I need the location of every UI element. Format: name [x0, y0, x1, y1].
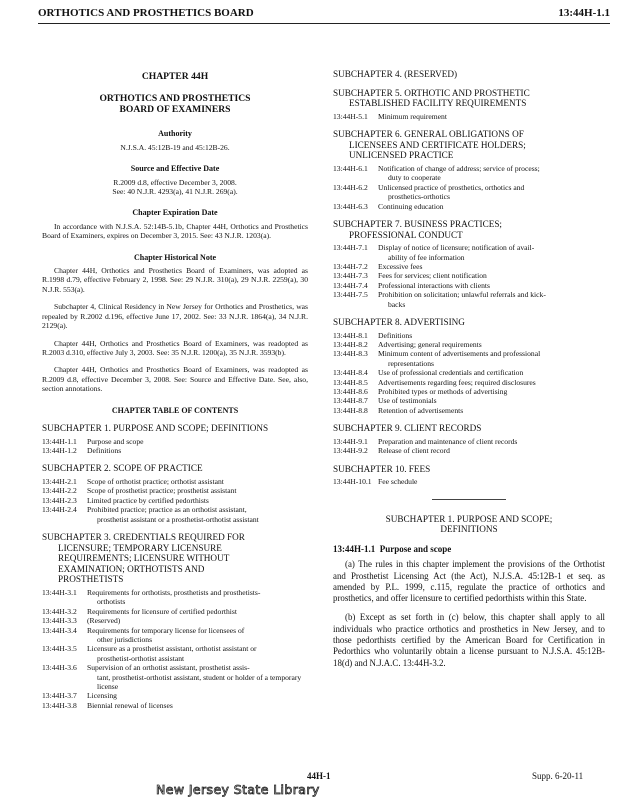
- section-number: 13:44H-1.1: [333, 543, 376, 554]
- subchapter-7-line-1: SUBCHAPTER 7. BUSINESS PRACTICES;: [333, 219, 502, 229]
- toc-entry-number: 13:44H-1.1: [42, 436, 77, 446]
- subchapter-7-line-2: PROFESSIONAL CONDUCT: [349, 229, 463, 240]
- toc-entry-title: [87, 626, 308, 645]
- library-watermark: New Jersey State Library: [156, 782, 320, 797]
- toc-entry: [333, 164, 605, 183]
- toc-entry-number: 13:44H-8.7: [333, 396, 368, 406]
- toc-entry-title-wrap: tant, prosthetist-orthotist assistant, student or holder of a temporary license: [97, 672, 302, 691]
- toc-entry: [42, 607, 308, 616]
- toc-entry-title: [378, 183, 605, 202]
- subchapter-9-heading: SUBCHAPTER 9. CLIENT RECORDS: [333, 423, 482, 434]
- subchapter-3-line-2: LICENSURE; TEMPORARY LICENSURE: [58, 542, 222, 553]
- toc-entry: [333, 262, 605, 271]
- toc-entry-number: 13:44H-3.1: [42, 587, 77, 597]
- toc-entry-title-text: Use of professional credentials and certification: [378, 368, 524, 378]
- toc-entry-title-text: Preparation and maintenance of client records: [378, 436, 518, 446]
- toc-entry-title: [378, 368, 605, 377]
- toc-entry-title: [87, 644, 308, 663]
- toc-entry-title: [87, 616, 308, 625]
- toc-entry-title-text: Excessive fees: [378, 262, 423, 271]
- historical-note-4: Chapter 44H, Orthotics and Prosthetics Board of Examiners, was readopted as R.2009 d.8, effective December 3, 2008. See: Source and Effective Date. See, also, section annotations.: [42, 365, 308, 394]
- subchapter-6-line-2: LICENSEES AND CERTIFICATE HOLDERS;: [349, 139, 526, 150]
- toc-entry-title-text: Fee schedule: [378, 477, 418, 487]
- toc-entry-number: 13:44H-3.2: [42, 606, 77, 616]
- subchapter-8-list: [333, 331, 605, 416]
- toc-entry-number: 13:44H-3.6: [42, 663, 77, 673]
- toc-entry-title: [378, 112, 605, 121]
- toc-entry-title: [378, 396, 605, 405]
- toc-entry: [333, 271, 605, 280]
- toc-entry-number: 13:44H-6.2: [333, 182, 368, 192]
- toc-entry-number: 13:44H-3.4: [42, 625, 77, 635]
- toc-entry-title: [87, 496, 308, 505]
- toc-entry: [42, 437, 308, 446]
- toc-entry-title: [378, 331, 605, 340]
- toc-entry-title-text: Release of client record: [378, 446, 450, 456]
- toc-entry-title: [378, 281, 605, 290]
- toc-entry-title: [378, 271, 605, 280]
- subchapter-6-line-3: UNLICENSED PRACTICE: [349, 150, 454, 161]
- toc-entry-title-text: Professional interactions with clients: [378, 280, 490, 290]
- toc-entry-number: 13:44H-8.8: [333, 405, 368, 415]
- subchapter-2-list: [42, 477, 308, 524]
- toc-entry-title-wrap: prosthetist-orthotist assistant: [97, 653, 185, 663]
- subchapter-3-line-3: REQUIREMENTS; LICENSURE WITHOUT: [58, 553, 230, 564]
- section-heading: [333, 545, 605, 554]
- toc-entry-title: [378, 406, 605, 415]
- toc-entry-title-wrap: orthotists: [97, 597, 126, 607]
- historical-note-1: Chapter 44H, Orthotics and Prosthetics Board of Examiners, was adopted as R.1998 d.79, effective February 2, 1998. See: 29 N.J.R. 310(a), 29 N.J.R. 2259(a), 30 N.J.R. 553(a).: [42, 266, 308, 294]
- toc-entry-title: [87, 486, 308, 495]
- historical-note-3: Chapter 44H, Orthotics and Prosthetics Board of Examiners, was readopted as R.2003 d.310, effective July 3, 2003. See: 35 N.J.R. 1200(a), 35 N.J.R. 3593(b).: [42, 338, 308, 357]
- toc-entry: [333, 349, 605, 368]
- toc-entry: [333, 243, 605, 262]
- toc-entry-number: 13:44H-7.2: [333, 262, 368, 271]
- toc-entry-title-text: Minimum content of advertisements and professional: [378, 349, 541, 359]
- toc-entry: [333, 112, 605, 121]
- subchapter-3-line-1: SUBCHAPTER 3. CREDENTIALS REQUIRED FOR: [42, 531, 245, 542]
- subchapter-9-list: [333, 437, 605, 456]
- toc-entry-title-wrap: other jurisdictions: [97, 634, 153, 644]
- toc-entry: [42, 446, 308, 455]
- source-line-1: R.2009 d.8, effective December 3, 2008.: [113, 177, 237, 187]
- toc-entry: [333, 477, 605, 486]
- toc-entry-title: [378, 290, 605, 309]
- subchapter-7-heading: [333, 219, 605, 240]
- toc-entry-title: [378, 202, 605, 211]
- toc-entry-title: [87, 701, 308, 710]
- subchapter-2-heading: SUBCHAPTER 2. SCOPE OF PRACTICE: [42, 463, 203, 474]
- toc-entry: [42, 663, 308, 691]
- toc-entry: [42, 505, 308, 524]
- chapter-title-line-1: ORTHOTICS AND PROSTHETICS: [99, 93, 251, 105]
- expiration-heading: Chapter Expiration Date: [132, 208, 218, 218]
- toc-entry-title: [378, 164, 605, 183]
- toc-entry-title-wrap: prosthetist assistant or a prosthetist-orthotist assistant: [97, 514, 259, 524]
- historical-note-2: Subchapter 4, Clinical Residency in New Jersey for Orthotics and Prosthetics, was repealed by R.2002 d.196, effective June 17, 2002. See: 33 N.J.R. 1864(a), 34 N.J.R. 2129(a).: [42, 302, 308, 331]
- toc-entry-title-wrap: backs: [388, 299, 406, 309]
- subchapter-3-list: [42, 588, 308, 710]
- toc-entry: [333, 290, 605, 309]
- toc-entry: [333, 406, 605, 415]
- toc-entry-title-text: Scope of prosthetist practice; prosthetist assistant: [87, 486, 237, 496]
- toc-entry-title-text: (Reserved): [87, 616, 121, 626]
- subchapter-3-heading: [42, 532, 308, 585]
- authority-heading: Authority: [158, 129, 192, 139]
- toc-entry-number: 13:44H-6.3: [333, 201, 368, 211]
- toc-entry-title-text: Prohibited types or methods of advertising: [378, 387, 508, 397]
- toc-entry-title: [87, 607, 308, 616]
- toc-entry-title: [378, 243, 605, 262]
- chapter-title-line-2: BOARD OF EXAMINERS: [119, 104, 231, 116]
- paragraph-a: (a) The rules in this chapter implement the provisions of the Orthotist and Prosthetist Licensing Act (the Act), N.J.S.A. 45:12B-1 et seq. as amended by P.L. 1999, c.115, regulate the practice of orthotics and prosthetics, and offer licensure to certified pedorthists within this State.: [333, 559, 605, 604]
- toc-entry-title-text: Display of notice of licensure; notification of avail-: [378, 243, 535, 253]
- toc-entry: [333, 368, 605, 377]
- toc-entry-title-text: Purpose and scope: [87, 436, 144, 446]
- toc-entry-title-text: Biennial renewal of licenses: [87, 700, 173, 710]
- toc-entry: [42, 691, 308, 700]
- toc-entry: [42, 588, 308, 607]
- section-divider: [432, 499, 506, 500]
- toc-entry-title-text: Scope of orthotist practice; orthotist assistant: [87, 476, 224, 486]
- toc-entry-title: [87, 505, 308, 524]
- toc-entry-number: 13:44H-8.4: [333, 368, 368, 378]
- toc-entry-title: [378, 349, 605, 368]
- authority-text: N.J.S.A. 45:12B-19 and 45:12B-26.: [120, 142, 230, 152]
- toc-entry-title-text: Requirements for licensure of certified pedorthist: [87, 606, 237, 616]
- chapter-number: CHAPTER 44H: [141, 71, 209, 82]
- subchapter-3-line-5: PROSTHETISTS: [58, 574, 124, 585]
- toc-entry-number: 13:44H-2.1: [42, 476, 77, 486]
- toc-entry-number: 13:44H-3.8: [42, 700, 77, 710]
- toc-entry-title-text: Prohibited practice; practice as an orthotist assistant,: [87, 505, 247, 515]
- toc-entry-title-text: Licensing: [87, 691, 117, 701]
- toc-entry: [42, 477, 308, 486]
- toc-entry-title-text: Advertisements regarding fees; required disclosures: [378, 377, 536, 387]
- section-title: Purpose and scope: [379, 543, 452, 554]
- toc-entry-title-text: Continuing education: [378, 201, 444, 211]
- toc-entry: [333, 437, 605, 446]
- toc-entry-title-wrap: representations: [388, 358, 434, 368]
- toc-entry-title: [87, 663, 308, 691]
- toc-entry-title-text: Requirements for temporary license for licensees of: [87, 625, 245, 635]
- subchapter-8-heading: SUBCHAPTER 8. ADVERTISING: [333, 317, 465, 328]
- toc-entry-title-text: Minimum requirement: [378, 111, 447, 121]
- toc-entry-title-text: Prohibition on solicitation; unlawful referrals and kick-: [378, 290, 546, 300]
- historical-note-heading: Chapter Historical Note: [133, 252, 217, 262]
- toc-entry-number: 13:44H-7.3: [333, 271, 368, 281]
- toc-entry-number: 13:44H-8.6: [333, 387, 368, 397]
- toc-entry-number: 13:44H-8.2: [333, 340, 368, 350]
- toc-entry-title-text: Use of testimonials: [378, 396, 437, 406]
- toc-entry-title: [378, 477, 605, 486]
- toc-entry-title-wrap: ability of fee information: [388, 252, 465, 262]
- toc-entry-title: [378, 340, 605, 349]
- subchapter-5-list: [333, 112, 605, 121]
- toc-entry: [333, 396, 605, 405]
- toc-entry-title-text: Definitions: [87, 445, 122, 455]
- left-column: [42, 72, 308, 710]
- source-heading: Source and Effective Date: [130, 164, 220, 174]
- toc-entry: [42, 486, 308, 495]
- toc-entry: [333, 446, 605, 455]
- toc-entry-title-text: Fees for services; client notification: [378, 271, 487, 281]
- toc-entry: [42, 496, 308, 505]
- toc-entry-number: 13:44H-9.1: [333, 436, 368, 446]
- toc-entry-title: [378, 378, 605, 387]
- subchapter-6-heading: [333, 129, 605, 161]
- toc-entry-number: 13:44H-5.1: [333, 111, 368, 121]
- toc-entry-title-text: Advertising; general requirements: [378, 340, 482, 350]
- subchapter-1-text-heading-line-1: SUBCHAPTER 1. PURPOSE AND SCOPE;: [385, 513, 553, 524]
- toc-entry-title: [87, 446, 308, 455]
- toc-entry: [333, 331, 605, 340]
- subchapter-5-line-2: ESTABLISHED FACILITY REQUIREMENTS: [349, 98, 527, 109]
- source-line-2: See: 40 N.J.R. 4293(a), 41 N.J.R. 269(a).: [112, 187, 238, 197]
- toc-entry: [333, 378, 605, 387]
- subchapter-6-list: [333, 164, 605, 211]
- subchapter-7-list: [333, 243, 605, 309]
- toc-entry: [42, 644, 308, 663]
- expiration-text: In accordance with N.J.S.A. 52:14B-5.1b, Chapter 44H, Orthotics and Prosthetics Board of Examiners, expires on December 3, 2015. See: 43 N.J.R. 1203(a).: [42, 221, 308, 241]
- supplement-date: Supp. 6-20-11: [532, 771, 584, 781]
- subchapter-1-list: [42, 437, 308, 456]
- toc-entry-title-text: Definitions: [378, 330, 413, 340]
- toc-entry-title-text: Licensure as a prosthetist assistant, orthotist assistant or: [87, 644, 257, 654]
- toc-entry: [42, 616, 308, 625]
- subchapter-1-heading: SUBCHAPTER 1. PURPOSE AND SCOPE; DEFINITIONS: [42, 422, 269, 433]
- subchapter-3-line-4: EXAMINATION; ORTHOTISTS AND: [58, 563, 205, 574]
- paragraph-b: (b) Except as set forth in (c) below, this chapter shall apply to all individuals who practice orthotics and prosthetics in New Jersey, and to those pedorthists certified by the American Board for Certification in Pedorthics who voluntarily obtain a license pursuant to N.J.S.A. 45:12B-18(d) and N.J.A.C. 13:44H-3.2.: [333, 612, 605, 668]
- toc-entry-title: [87, 437, 308, 446]
- toc-entry-number: 13:44H-10.1: [333, 477, 372, 487]
- header-title: ORTHOTICS AND PROSTHETICS BOARD: [38, 7, 254, 19]
- toc-entry-title: [87, 477, 308, 486]
- toc-entry: [333, 387, 605, 396]
- toc-entry-title-wrap: duty to cooperate: [388, 173, 441, 183]
- toc-entry-number: 13:44H-8.3: [333, 349, 368, 359]
- toc-entry-number: 13:44H-3.3: [42, 616, 77, 626]
- toc-heading: CHAPTER TABLE OF CONTENTS: [111, 405, 239, 415]
- subchapter-10-heading: SUBCHAPTER 10. FEES: [333, 463, 431, 474]
- toc-entry-number: 13:44H-3.5: [42, 644, 77, 654]
- chapter-title: [42, 93, 308, 115]
- toc-entry-number: 13:44H-7.4: [333, 280, 368, 290]
- toc-entry-number: 13:44H-9.2: [333, 446, 368, 456]
- toc-entry-title-text: Unlicensed practice of prosthetics, orthotics and: [378, 182, 525, 192]
- toc-entry-number: 13:44H-8.5: [333, 377, 368, 387]
- toc-entry-number: 13:44H-2.4: [42, 505, 77, 515]
- toc-entry-number: 13:44H-8.1: [333, 330, 368, 340]
- toc-entry-title-text: Limited practice by certified pedorthists: [87, 495, 209, 505]
- toc-entry: [333, 340, 605, 349]
- toc-entry-title: [87, 588, 308, 607]
- toc-entry-number: 13:44H-7.5: [333, 290, 368, 300]
- toc-entry-title-text: Notification of change of address; service of process;: [378, 163, 540, 173]
- toc-entry-number: 13:44H-3.7: [42, 691, 77, 701]
- toc-entry-number: 13:44H-2.2: [42, 486, 77, 496]
- subchapter-6-line-1: SUBCHAPTER 6. GENERAL OBLIGATIONS OF: [333, 129, 524, 140]
- toc-entry: [333, 183, 605, 202]
- toc-entry: [42, 701, 308, 710]
- toc-entry-title: [378, 437, 605, 446]
- right-column: [333, 69, 605, 677]
- toc-entry-title: [87, 691, 308, 700]
- toc-entry-title: [378, 262, 605, 271]
- subchapter-4-heading: SUBCHAPTER 4. (RESERVED): [333, 69, 458, 79]
- subchapter-5-heading: [333, 88, 605, 109]
- subchapter-1-text-heading-line-2: DEFINITIONS: [440, 524, 498, 535]
- toc-entry: [333, 281, 605, 290]
- header-section-number: 13:44H-1.1: [558, 7, 610, 19]
- toc-entry-title-text: Retention of advertisements: [378, 405, 464, 415]
- toc-entry: [333, 202, 605, 211]
- toc-entry-number: 13:44H-6.1: [333, 163, 368, 173]
- toc-entry-number: 13:44H-7.1: [333, 243, 368, 253]
- page-number: 44H-1: [307, 771, 331, 781]
- toc-entry-number: 13:44H-1.2: [42, 445, 77, 455]
- running-header: [38, 5, 610, 24]
- toc-entry-title-text: Supervision of an orthotist assistant, prosthetist assis-: [87, 663, 250, 673]
- subchapter-1-text-heading: [333, 514, 605, 535]
- subchapter-10-list: [333, 477, 605, 486]
- toc-entry: [42, 626, 308, 645]
- subchapter-5-line-1: SUBCHAPTER 5. ORTHOTIC AND PROSTHETIC: [333, 87, 530, 98]
- toc-entry-title-text: Requirements for orthotists, prosthetists and prosthetists-: [87, 587, 261, 597]
- toc-entry-title: [378, 387, 605, 396]
- toc-entry-title-wrap: prosthetics-orthotics: [388, 192, 451, 202]
- toc-entry-number: 13:44H-2.3: [42, 495, 77, 505]
- toc-entry-title: [378, 446, 605, 455]
